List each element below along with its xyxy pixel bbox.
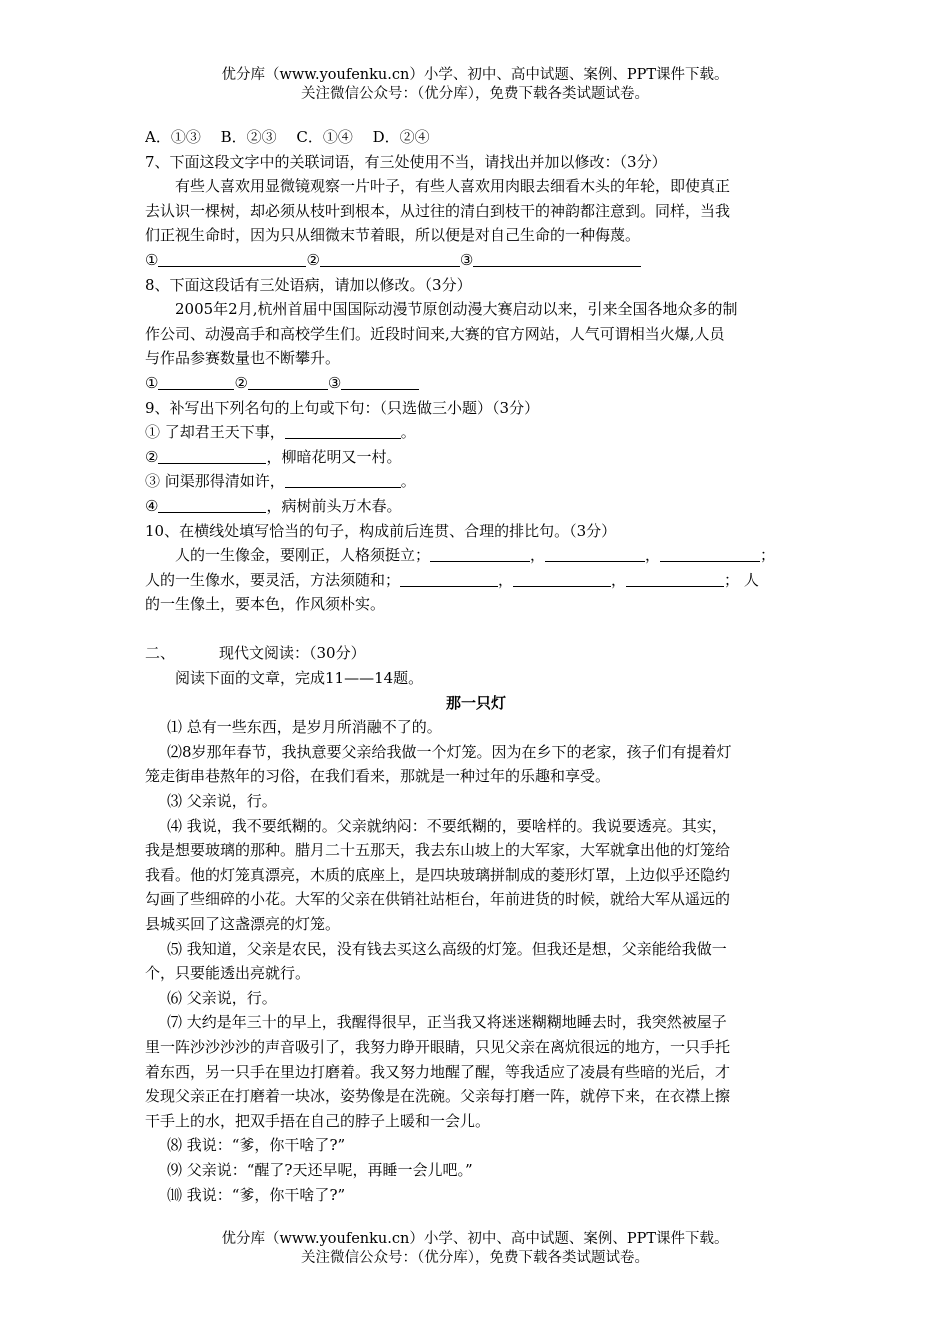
q10-line-1 xyxy=(145,543,807,568)
article-paragraph: ⑺ 大约是年三十的早上，我醒得很早，正当我又将迷迷糊糊地睡去时，我突然被屋子 xyxy=(167,1013,727,1032)
article-paragraph: ⑷ 我说，我不要纸糊的。父亲就纳闷：不要纸糊的，要啥样的。我说要透亮。其实， xyxy=(167,816,727,835)
q8-answer-line xyxy=(145,371,807,396)
q9-item-4-text: ，病树前头万木春。 xyxy=(266,496,402,515)
article-paragraph: 着东西，另一只手在里边打磨着。我又努力地醒了醒，等我适应了凌晨有些暗的光后，才 xyxy=(145,1062,731,1081)
article-paragraph: 勾画了些细碎的小花。大军的父亲在供销社站柜台，年前进货的时候，就给大军从遥远的 xyxy=(145,890,731,909)
q7-answer-line xyxy=(145,248,807,273)
q7-answer-blank-3[interactable] xyxy=(473,251,641,267)
q10-blank-5[interactable] xyxy=(513,571,611,587)
section2-label: 现代文阅读：（30分） xyxy=(219,644,366,663)
q9-item-3 xyxy=(145,469,807,494)
page-footer xyxy=(0,1230,950,1268)
article-paragraph: 发现父亲正在打磨着一块冰，姿势像是在洗碗。父亲每打磨一阵，就停下来，在衣襟上擦 xyxy=(145,1087,731,1106)
q9-item-3-end: 。 xyxy=(400,472,416,491)
q7-marker-2: ② xyxy=(306,250,320,269)
q9-item-1-blank[interactable] xyxy=(285,423,401,439)
article-paragraph: 个，只要能透出亮就行。 xyxy=(145,964,311,983)
q8-marker-2: ② xyxy=(234,373,248,392)
q9-item-1-end: 。 xyxy=(400,423,416,442)
q10-line-1-text: 人的一生像金，要刚正，人格须挺立； xyxy=(175,546,431,565)
q10-comma-4: ， xyxy=(611,570,627,589)
q9-item-1 xyxy=(145,420,807,445)
q9-item-2 xyxy=(145,445,807,470)
q7-stem: 7、下面这段文字中的关联词语，有三处使用不当，请找出并加以修改：（3分） xyxy=(145,152,667,171)
q9-item-3-text: ③ 问渠那得清如许， xyxy=(145,472,285,491)
q10-line-3: 的一生像土，要本色，作风须朴实。 xyxy=(145,595,386,614)
q10-line-2-text: 人的一生像水，要灵活，方法须随和； xyxy=(145,570,401,589)
footer-line-2: 关注微信公众号：（优分库），免费下载各类试题试卷。 xyxy=(301,1250,649,1266)
q10-blank-3[interactable] xyxy=(660,546,760,562)
article-paragraph: ⑼ 父亲说：“醒了?天还早呢，再睡一会儿吧。” xyxy=(167,1160,473,1179)
q7-marker-1: ① xyxy=(145,250,159,269)
q9-item-4-blank[interactable] xyxy=(158,497,266,513)
section2-heading xyxy=(145,641,807,666)
q10-comma-3: ， xyxy=(498,570,514,589)
q9-stem: 9、补写出下列名句的上句或下句：（只选做三小题）（3分） xyxy=(145,398,540,417)
q7-passage-line-1: 有些人喜欢用显微镜观察一片叶子，有些人喜欢用肉眼去细看木头的年轮，即使真正 xyxy=(175,177,731,196)
article-paragraph: ⑽ 我说：“爹，你干啥了?” xyxy=(167,1185,346,1204)
exam-content xyxy=(145,125,807,1207)
q10-blank-6[interactable] xyxy=(626,571,724,587)
article-paragraph: 我看。他的灯笼真漂亮，木质的底座上，是四块玻璃拼制成的菱形灯罩，上边似乎还隐约 xyxy=(145,865,731,884)
header-line-1: 优分库（www.youfenku.cn）小学、初中、高中试题、案例、PPT课件下载。 xyxy=(221,67,729,83)
q10-semicolon-2: ； xyxy=(724,570,740,589)
q10-stem: 10、在横线处填写恰当的句子，构成前后连贯、合理的排比句。（3分） xyxy=(145,521,617,540)
q10-line-2 xyxy=(145,568,807,593)
q6-options: A．①③ B．②③ C．①④ D．②④ xyxy=(145,128,430,146)
q9-item-4-marker: ④ xyxy=(145,496,159,515)
article-paragraph: 县城买回了这盏漂亮的灯笼。 xyxy=(145,915,341,933)
q7-marker-3: ③ xyxy=(459,250,474,269)
footer-line-1: 优分库（www.youfenku.cn）小学、初中、高中试题、案例、PPT课件下载。 xyxy=(221,1231,729,1247)
article-paragraph: 我是想要玻璃的那种。腊月二十五那天，我去东山坡上的大军家，大军就拿出他的灯笼给 xyxy=(145,841,731,860)
q9-item-2-text: ，柳暗花明又一村。 xyxy=(266,447,402,466)
q8-answer-blank-1[interactable] xyxy=(158,374,234,390)
header-line-2: 关注微信公众号：（优分库），免费下载各类试题试卷。 xyxy=(301,86,649,102)
q8-marker-1: ① xyxy=(145,373,159,392)
q10-blank-4[interactable] xyxy=(400,571,498,587)
article-title: 那一只灯 xyxy=(445,693,506,712)
q10-comma-2: ， xyxy=(645,546,661,565)
article-paragraph: 笼走街串巷熬年的习俗，在我们看来，那就是一种过年的乐趣和享受。 xyxy=(145,767,611,786)
q10-blank-1[interactable] xyxy=(430,546,530,562)
q9-item-2-marker: ② xyxy=(145,447,159,466)
q8-passage-line-1: 2005年2月,杭州首届中国国际动漫节原创动漫大赛启动以来，引来全国各地众多的制 xyxy=(175,300,738,319)
article-paragraph: 干手上的水，把双手捂在自己的脖子上暖和一会儿。 xyxy=(145,1111,491,1130)
q7-passage-line-2: 去认识一棵树，却必须从枝叶到根本，从过往的清白到枝干的神韵都注意到。同样，当我 xyxy=(145,201,731,220)
q7-answer-blank-2[interactable] xyxy=(320,251,460,267)
q10-blank-2[interactable] xyxy=(545,546,645,562)
article-paragraph: ⑻ 我说：“爹，你干啥了?” xyxy=(167,1136,346,1155)
q8-answer-blank-2[interactable] xyxy=(248,374,328,390)
q7-passage-line-3: 们正视生命时，因为只从细微末节着眼，所以便是对自己生命的一种侮蔑。 xyxy=(145,226,641,245)
q8-passage-line-3: 与作品参赛数量也不断攀升。 xyxy=(145,349,341,368)
q9-item-3-blank[interactable] xyxy=(285,472,401,488)
q8-answer-blank-3[interactable] xyxy=(341,374,419,390)
article-paragraph: 里一阵沙沙沙沙的声音吸引了，我努力睁开眼睛，只见父亲在离炕很远的地方，一只手托 xyxy=(145,1037,731,1056)
q7-answer-blank-1[interactable] xyxy=(158,251,306,267)
q10-semicolon-1: ； xyxy=(760,546,776,565)
q8-passage-line-2: 作公司、动漫高手和高校学生们。近段时间来,大赛的官方网站，人气可谓相当火爆,人员 xyxy=(145,324,725,343)
article-paragraph: ⑹ 父亲说，行。 xyxy=(167,988,277,1007)
article-paragraph: ⑶ 父亲说，行。 xyxy=(167,792,277,811)
q8-stem: 8、下面这段话有三处语病，请加以修改。（3分） xyxy=(145,275,472,294)
q9-item-1-text: ① 了却君王天下事， xyxy=(145,423,285,442)
section2-number: 二、 xyxy=(145,644,176,663)
q10-line-2-end: 人 xyxy=(743,570,759,589)
q9-item-2-blank[interactable] xyxy=(158,448,266,464)
article-paragraph: ⑵8岁那年春节，我执意要父亲给我做一个灯笼。因为在乡下的老家，孩子们有提着灯 xyxy=(167,742,732,761)
article-paragraph: ⑴ 总有一些东西，是岁月所消融不了的。 xyxy=(167,718,442,737)
section2-instruction: 阅读下面的文章，完成11——14题。 xyxy=(175,669,424,688)
q8-marker-3: ③ xyxy=(327,373,342,392)
q9-item-4 xyxy=(145,494,807,519)
q10-comma-1: ， xyxy=(530,546,546,565)
section-gap xyxy=(145,617,807,642)
article-paragraph: ⑸ 我知道，父亲是农民，没有钱去买这么高级的灯笼。但我还是想，父亲能给我做一 xyxy=(167,939,727,958)
page-header xyxy=(0,66,950,104)
